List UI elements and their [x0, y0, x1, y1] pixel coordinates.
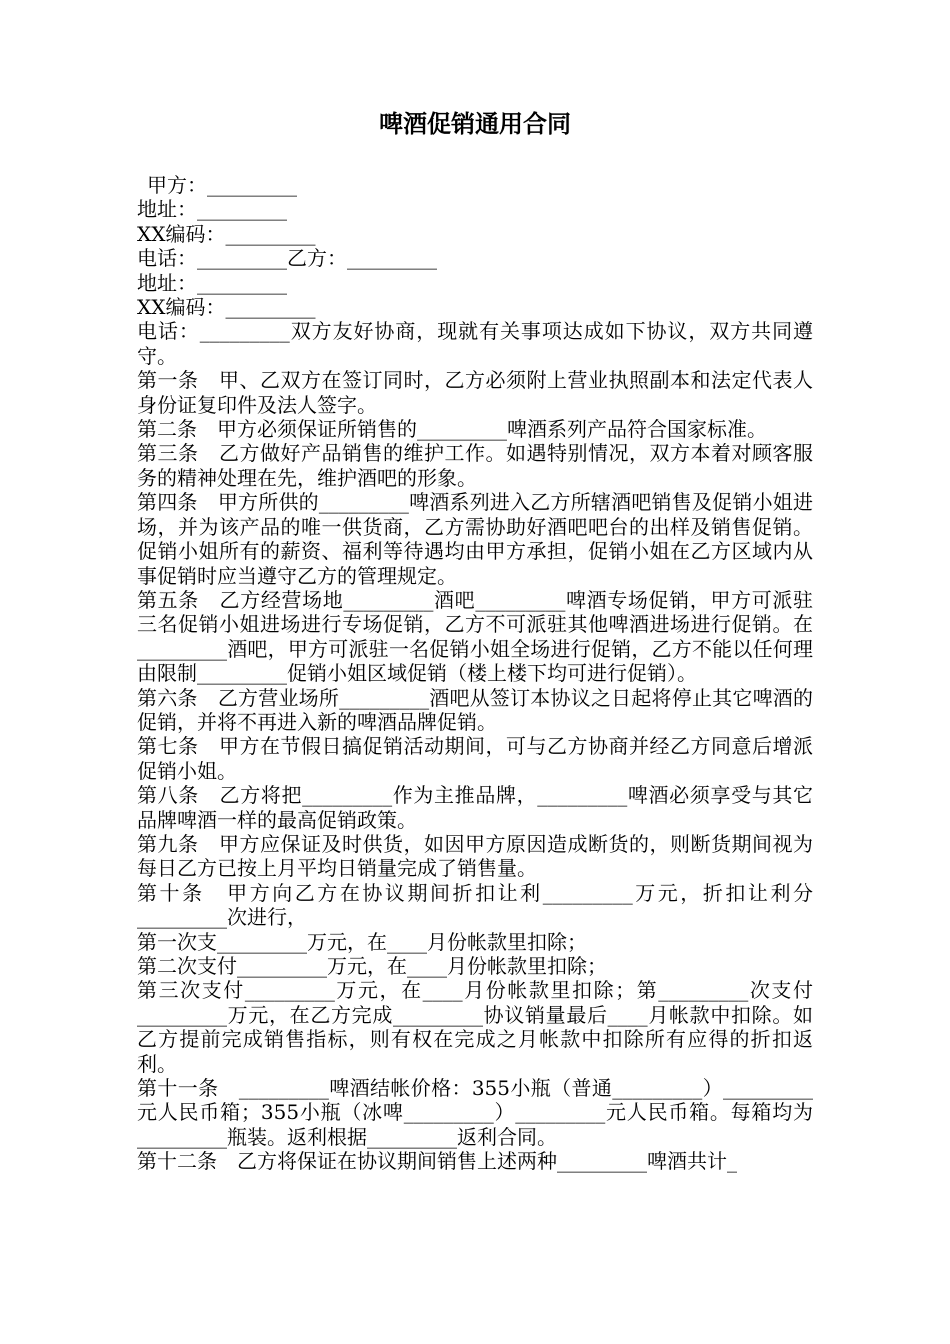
- article-8: 第八条 乙方将把_________作为主推品牌，_________啤酒必须享受与其它品牌啤酒一样的最高促销政策。: [137, 783, 813, 832]
- payment-line-3: 第三次支付_________万元，在____月份帐款里扣除；第_________次支付_________万元，在乙方完成_________协议销量最后____月帐款中扣除。如乙方提前完成销售指标，则有权在完成之月帐款中扣除所有应得的折扣返利。: [137, 978, 813, 1076]
- article-3: 第三条 乙方做好产品销售的维护工作。如遇特别情况，双方本着对顾客服务的精神处理在先，维护酒吧的形象。: [137, 441, 813, 490]
- article-7: 第七条 甲方在节假日搞促销活动期间，可与乙方协商并经乙方同意后增派促销小姐。: [137, 734, 813, 783]
- payment-line-2: 第二次支付_________万元，在____月份帐款里扣除；: [137, 954, 607, 978]
- postcode-line: XX编码：_________: [137, 295, 316, 320]
- address-line: 地址：_________: [137, 270, 287, 295]
- article-12: 第十二条 乙方将保证在协议期间销售上述两种_________啤酒共计_: [137, 1149, 737, 1174]
- article-10: 第十条 甲方向乙方在协议期间折扣让利_________万元，折扣让利分_________次进行，: [137, 880, 813, 930]
- postcode-line: XX编码：_________: [137, 221, 316, 246]
- contract-body: [137, 173, 813, 1174]
- article-2: 第二条 甲方必须保证所销售的_________啤酒系列产品符合国家标准。: [137, 417, 767, 442]
- phone-preamble-paragraph: 电话：_________双方友好协商，现就有关事项达成如下协议，双方共同遵守。: [137, 319, 813, 368]
- payment-line-1: 第一次支_________万元，在____月份帐款里扣除；: [137, 929, 587, 954]
- article-1: 第一条 甲、乙双方在签订同时，乙方必须附上营业执照副本和法定代表人身份证复印件及法人签字。: [137, 368, 813, 417]
- party-a-line: 甲方：_________: [147, 173, 297, 197]
- article-6: 第六条 乙方营业场所_________酒吧从签订本协议之日起将停止其它啤酒的促销，并将不再进入新的啤酒品牌促销。: [137, 685, 813, 734]
- article-4: 第四条 甲方所供的_________啤酒系列进入乙方所辖酒吧销售及促销小姐进场，并为该产品的唯一供货商，乙方需协助好酒吧吧台的出样及销售促销。促销小姐所有的薪资、福利等待遇均由甲方承担，促销小姐在乙方区域内从事促销时应当遵守乙方的管理规定。: [137, 490, 813, 588]
- document-title: 啤酒促销通用合同: [379, 109, 571, 138]
- article-9: 第九条 甲方应保证及时供货，如因甲方原因造成断货的，则断货期间视为每日乙方已按上月平均日销量完成了销售量。: [137, 831, 813, 881]
- article-11: 第十一条 _________啤酒结帐价格：355小瓶（普通_________）_________元人民币箱；355小瓶（冰啤_________）_________元人民币箱。每箱均为_________瓶装。返利根据_________返利合同。: [137, 1076, 813, 1149]
- article-5: 第五条 乙方经营场地_________酒吧_________啤酒专场促销，甲方可派驻三名促销小姐进场进行专场促销，乙方不可派驻其他啤酒进场进行促销。在_________酒吧，甲方可派驻一名促销小姐全场进行促销，乙方不能以任何理由限制_________促销小姐区域促销（楼上楼下均可进行促销）。: [137, 587, 813, 686]
- phone-party-b-line: 电话：_________乙方：_________: [137, 246, 437, 271]
- address-line: 地址：_________: [137, 197, 287, 222]
